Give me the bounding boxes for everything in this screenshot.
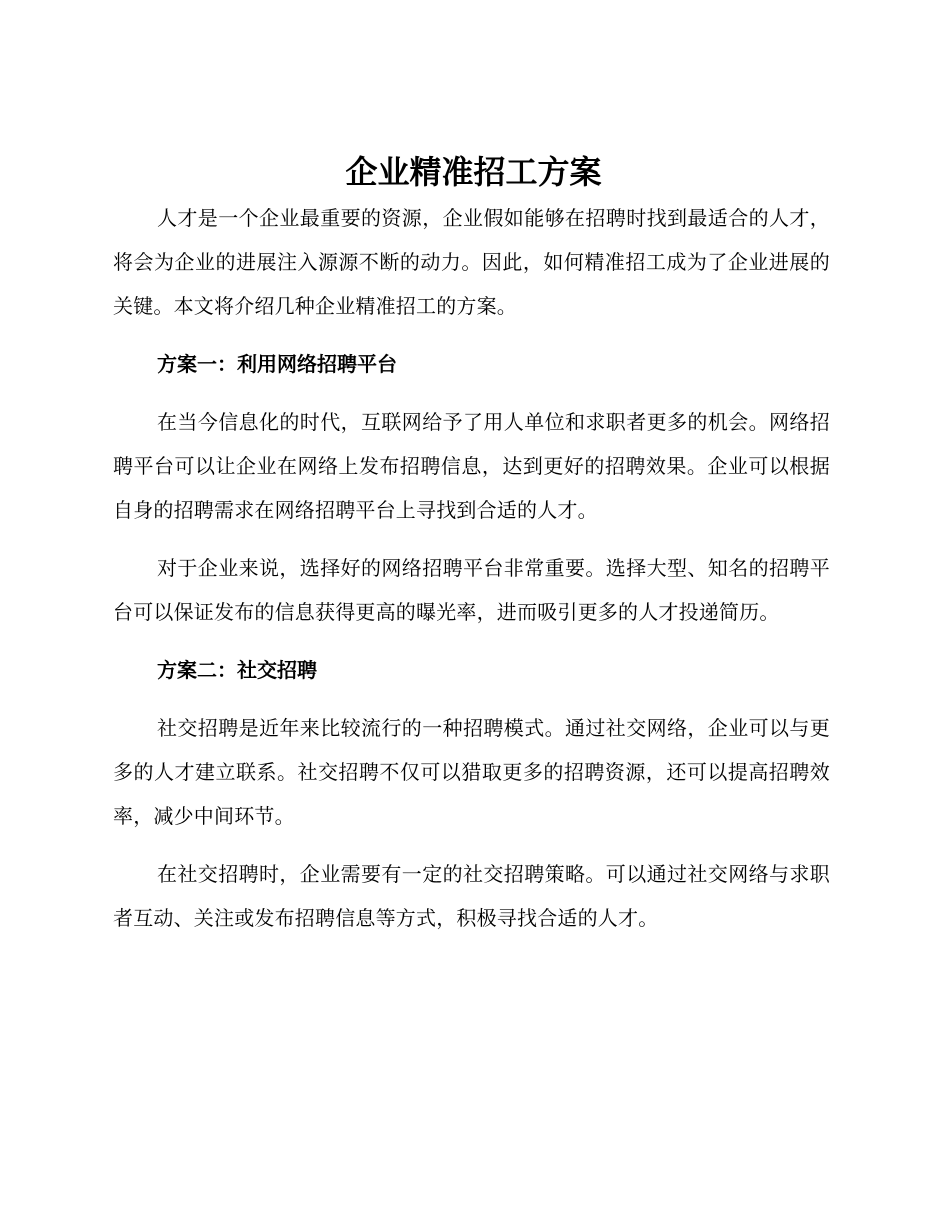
section-1-paragraph-1: 在当今信息化的时代，互联网给予了用人单位和求职者更多的机会。网络招聘平台可以让企业在网络上发布招聘信息，达到更好的招聘效果。企业可以根据自身的招聘需求在网络招聘平台上寻找到合适的人才。 — [113, 410, 830, 522]
document-page — [113, 148, 830, 940]
intro-paragraph: 人才是一个企业最重要的资源，企业假如能够在招聘时找到最适合的人才，将会为企业的进展注入源源不断的动力。因此，如何精准招工成为了企业进展的关键。本文将介绍几种企业精准招工的方案。 — [113, 206, 830, 318]
section-2-paragraph-1: 社交招聘是近年来比较流行的一种招聘模式。通过社交网络，企业可以与更多的人才建立联系。社交招聘不仅可以猎取更多的招聘资源，还可以提高招聘效率，减少中间环节。 — [113, 716, 830, 828]
section-heading-1: 方案一：利用网络招聘平台 — [157, 352, 397, 376]
section-2-paragraph-2: 在社交招聘时，企业需要有一定的社交招聘策略。可以通过社交网络与求职者互动、关注或发布招聘信息等方式，积极寻找合适的人才。 — [113, 862, 830, 930]
section-1-paragraph-2: 对于企业来说，选择好的网络招聘平台非常重要。选择大型、知名的招聘平台可以保证发布的信息获得更高的曝光率，进而吸引更多的人才投递简历。 — [113, 556, 830, 624]
section-heading-2: 方案二：社交招聘 — [157, 658, 317, 682]
document-title: 企业精准招工方案 — [345, 153, 602, 191]
